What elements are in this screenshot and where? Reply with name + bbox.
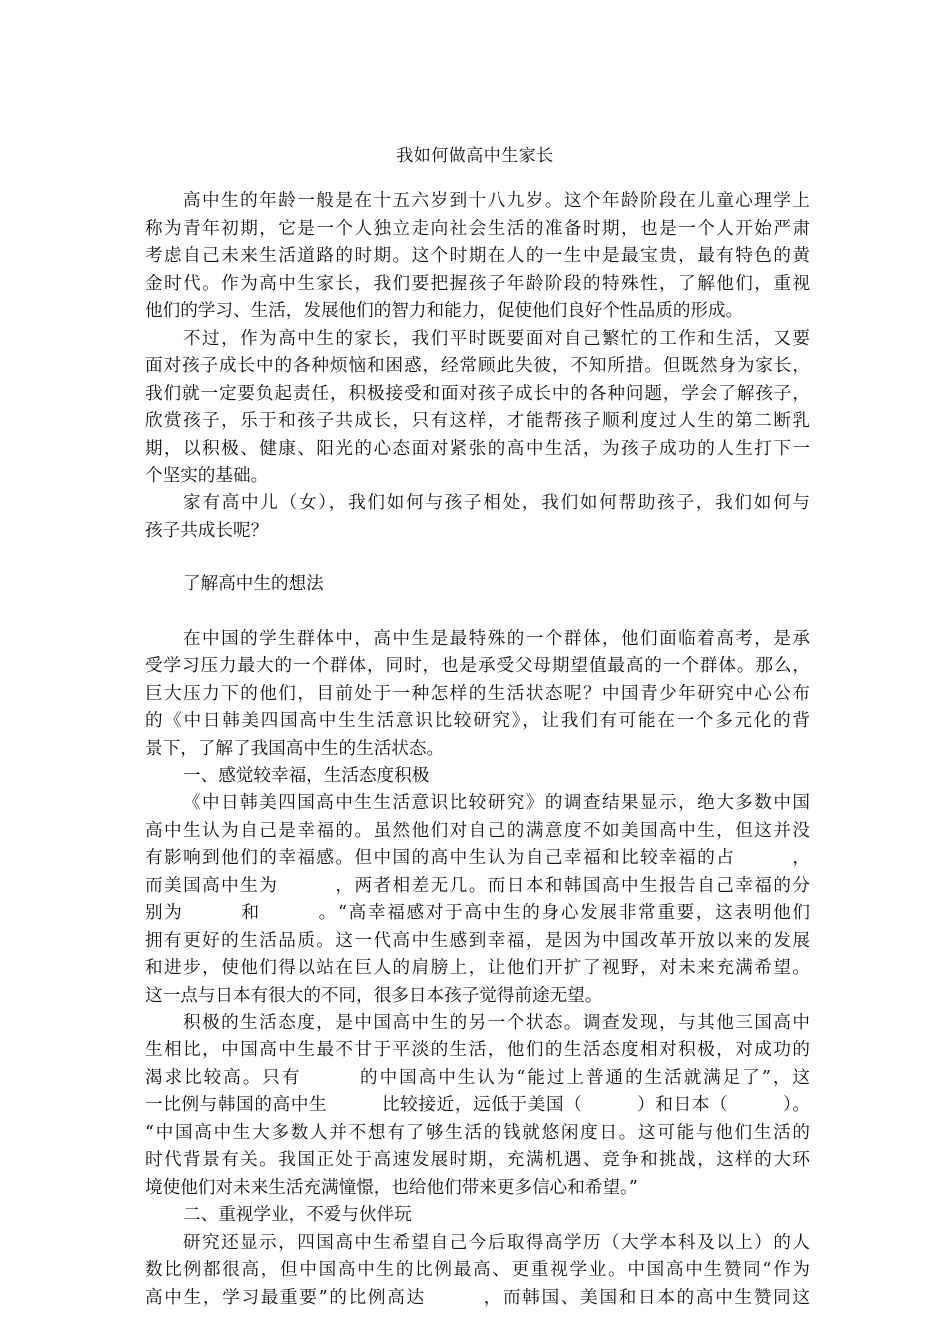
paragraph-line: 金时代。作为高中生家长，我们要把握孩子年龄阶段的特殊性，了解他们，重视 bbox=[145, 274, 810, 294]
paragraph-line: 期，以积极、健康、阳光的心态面对紧张的高中生活，为孩子成功的人生打下一 bbox=[145, 439, 810, 459]
paragraph-line: 数比例都很高，但中国高中生的比例最高、更重视学业。中国高中生赞同“作为 bbox=[145, 1260, 810, 1280]
paragraph-line: 积极的生活态度，是中国高中生的另一个状态。调查发现，与其他三国高中 bbox=[183, 1013, 810, 1033]
paragraph-line: 高中生的年龄一般是在十五六岁到十八九岁。这个年龄阶段在儿童心理学上 bbox=[183, 191, 810, 211]
subheading: 一、感觉较幸福，生活态度积极 bbox=[183, 766, 430, 786]
paragraph-line: 《中日韩美四国高中生生活意识比较研究》的调查结果显示，绝大多数中国 bbox=[183, 793, 810, 813]
paragraph-line: 这一点与日本有很大的不同，很多日本孩子觉得前途无望。 bbox=[145, 986, 603, 1006]
paragraph-line: 境使他们对未来生活充满憧憬，也给他们带来更多信心和希望。” bbox=[145, 1178, 638, 1198]
paragraph-line: 不过，作为高中生的家长，我们平时既要面对自己繁忙的工作和生活，又要 bbox=[183, 329, 810, 349]
paragraph-line: 孩子共成长呢？ bbox=[145, 521, 269, 541]
paragraph-line: 受学习压力最大的一个群体，同时，也是承受父母期望值最高的一个群体。那么， bbox=[145, 656, 810, 676]
paragraph-line: 欣赏孩子，乐于和孩子共成长，只有这样，才能帮孩子顺利度过人生的第二断乳 bbox=[145, 411, 810, 431]
paragraph-line: 高中生，学习最重要”的比例高达 ，而韩国、美国和日本的高中生赞同这 bbox=[145, 1288, 810, 1308]
paragraph-line: 渴求比较高。只有 的中国高中生认为“能过上普通的生活就满足了”，这 bbox=[145, 1068, 810, 1088]
subheading: 二、重视学业，不爱与伙伴玩 bbox=[183, 1205, 412, 1225]
paragraph-line: 我们就一定要负起责任，积极接受和面对孩子成长中的各种问题，学会了解孩子， bbox=[145, 384, 810, 404]
paragraph-line: 家有高中儿（女），我们如何与孩子相处，我们如何帮助孩子，我们如何与 bbox=[183, 493, 810, 513]
paragraph-line: 一比例与韩国的高中生 比较接近，远低于美国（ ）和日本（ ）。 bbox=[145, 1095, 810, 1115]
paragraph-line: 别为 和 。“高幸福感对于高中生的身心发展非常重要，这表明他们 bbox=[145, 903, 810, 923]
paragraph-line: 景下，了解了我国高中生的生活状态。 bbox=[145, 739, 445, 759]
paragraph-line: 有影响到他们的幸福感。但中国的高中生认为自己幸福和比较幸福的占 ， bbox=[145, 848, 810, 868]
paragraph-line: 个坚实的基础。 bbox=[145, 466, 269, 486]
paragraph-line: 高中生认为自己是幸福的。虽然他们对自己的满意度不如美国高中生，但这并没 bbox=[145, 821, 810, 841]
document-title: 我如何做高中生家长 bbox=[396, 146, 554, 166]
section-heading: 了解高中生的想法 bbox=[183, 574, 324, 594]
paragraph-line: 面对孩子成长中的各种烦恼和困惑，经常顾此失彼，不知所措。但既然身为家长， bbox=[145, 356, 810, 376]
paragraph-line: 和进步，使他们得以站在巨人的肩膀上，让他们开扩了视野，对未来充满希望。 bbox=[145, 958, 810, 978]
paragraph-line: 巨大压力下的他们，目前处于一种怎样的生活状态呢？中国青少年研究中心公布 bbox=[145, 684, 810, 704]
paragraph-line: 研究还显示，四国高中生希望自己今后取得高学历（大学本科及以上）的人 bbox=[183, 1233, 810, 1253]
paragraph-line: 而美国高中生为 ，两者相差无几。而日本和韩国高中生报告自己幸福的分 bbox=[145, 876, 810, 896]
paragraph-line: 他们的学习、生活，发展他们的智力和能力，促使他们良好个性品质的形成。 bbox=[145, 301, 744, 321]
paragraph-line: 生相比，中国高中生最不甘于平淡的生活，他们的生活态度相对积极，对成功的 bbox=[145, 1040, 810, 1060]
paragraph-line: 时代背景有关。我国正处于高速发展时期，充满机遇、竞争和挑战，这样的大环 bbox=[145, 1150, 810, 1170]
paragraph-line: 考虑自己未来生活道路的时期。这个时期在人的一生中是最宝贵，最有特色的黄 bbox=[145, 246, 810, 266]
paragraph-line: 的《中日韩美四国高中生生活意识比较研究》，让我们有可能在一个多元化的背 bbox=[145, 711, 810, 731]
paragraph-line: 拥有更好的生活品质。这一代高中生感到幸福，是因为中国改革开放以来的发展 bbox=[145, 931, 810, 951]
paragraph-line: 在中国的学生群体中，高中生是最特殊的一个群体，他们面临着高考，是承 bbox=[183, 629, 810, 649]
paragraph-line: 称为青年初期，它是一个人独立走向社会生活的准备时期，也是一个人开始严肃 bbox=[145, 219, 810, 239]
paragraph-line: “中国高中生大多数人并不想有了够生活的钱就悠闲度日。这可能与他们生活的 bbox=[145, 1123, 810, 1143]
